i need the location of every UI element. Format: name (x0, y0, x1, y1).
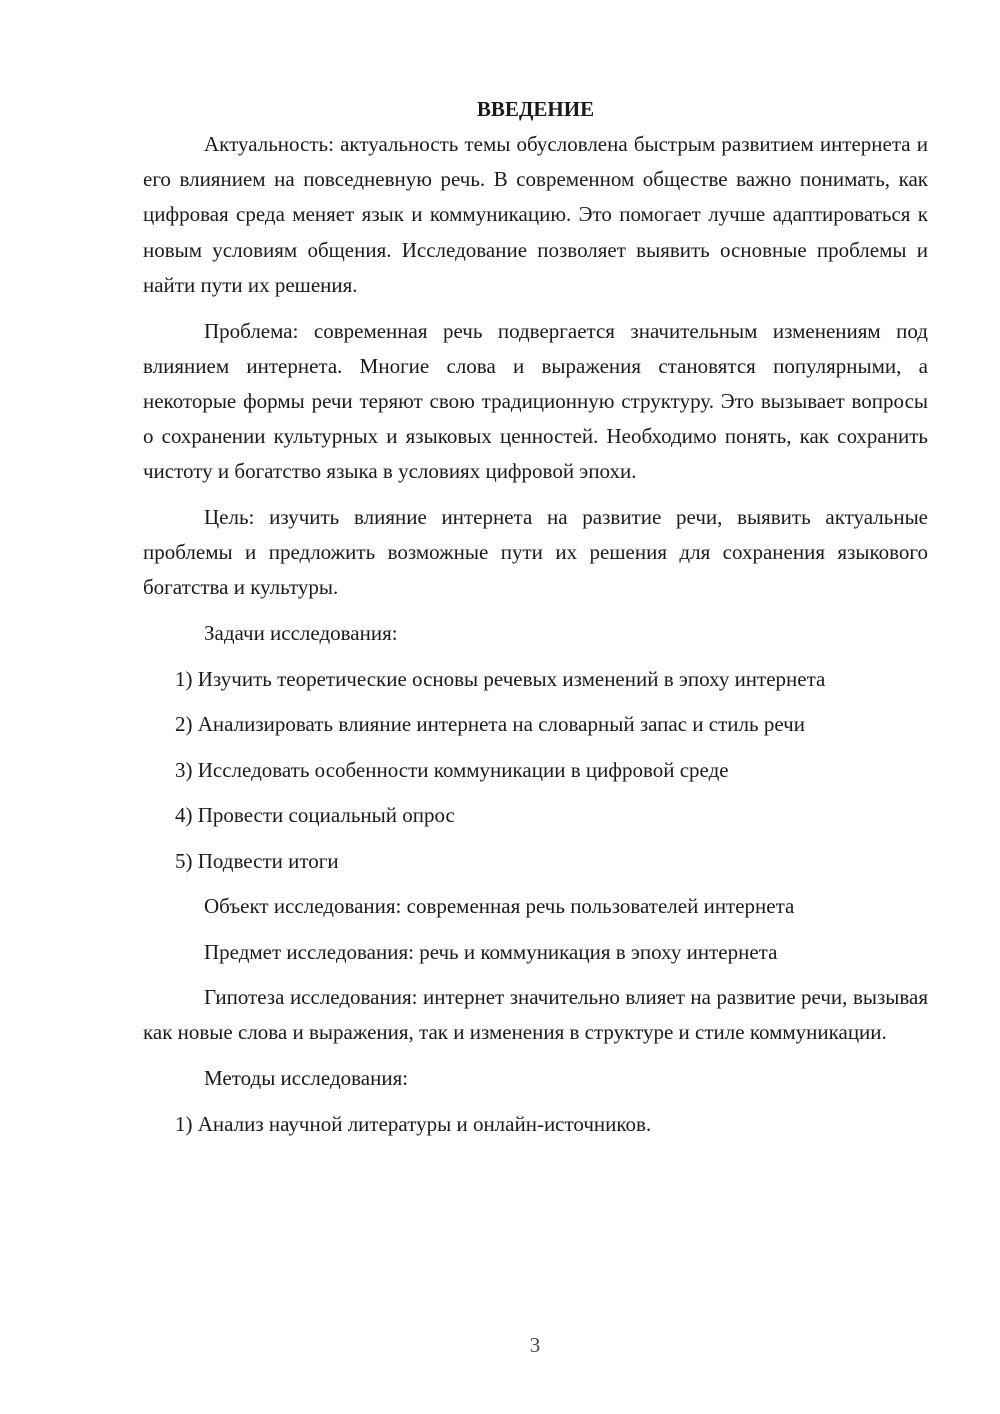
relevance-paragraph: Актуальность: актуальность темы обусловлена быстрым развитием интернета и его влиянием на повседневную речь. В современном обществе важно понимать, как цифровая среда меняет язык и коммуникацию. Это помогает лучше адаптироваться к новым условиям общения. Исследование позволяет выявить основные проблемы и найти пути их решения. (143, 132, 928, 297)
hypothesis-paragraph: Гипотеза исследования: интернет значительно влияет на развитие речи, вызывая как новые слова и выражения, так и изменения в структуре и стиле коммуникации. (143, 985, 928, 1045)
page-number: 3 (529, 1333, 541, 1357)
research-subject: Предмет исследования: речь и коммуникация в эпоху интернета (204, 939, 778, 964)
research-object: Объект исследования: современная речь пользователей интернета (204, 894, 795, 919)
task-item: 5) Подвести итоги (175, 848, 339, 873)
method-item: 1) Анализ научной литературы и онлайн-источников. (175, 1111, 652, 1136)
task-item: 2) Анализировать влияние интернета на словарный запас и стиль речи (175, 712, 805, 737)
document-page (143, 92, 928, 1152)
problem-paragraph: Проблема: современная речь подвергается значительным изменениям под влиянием интернета. Многие слова и выражения становятся популярными, а некоторые формы речи теряют свою традиционную структуру. Это вызывает вопросы о сохранении культурных и языковых ценностей. Необходимо понять, как сохранить чистоту и богатство языка в условиях цифровой эпохи. (143, 318, 928, 484)
goal-paragraph: Цель: изучить влияние интернета на развитие речи, выявить актуальные проблемы и предложить возможные пути их решения для сохранения языкового богатства и культуры. (143, 505, 928, 600)
tasks-title: Задачи исследования: (204, 621, 398, 646)
methods-title: Методы исследования: (204, 1066, 409, 1091)
task-item: 1) Изучить теоретические основы речевых изменений в эпоху интернета (175, 666, 826, 691)
task-item: 4) Провести социальный опрос (175, 803, 455, 828)
task-item: 3) Исследовать особенности коммуникации в цифровой среде (175, 757, 729, 782)
section-heading: ВВЕДЕНИЕ (476, 97, 595, 121)
